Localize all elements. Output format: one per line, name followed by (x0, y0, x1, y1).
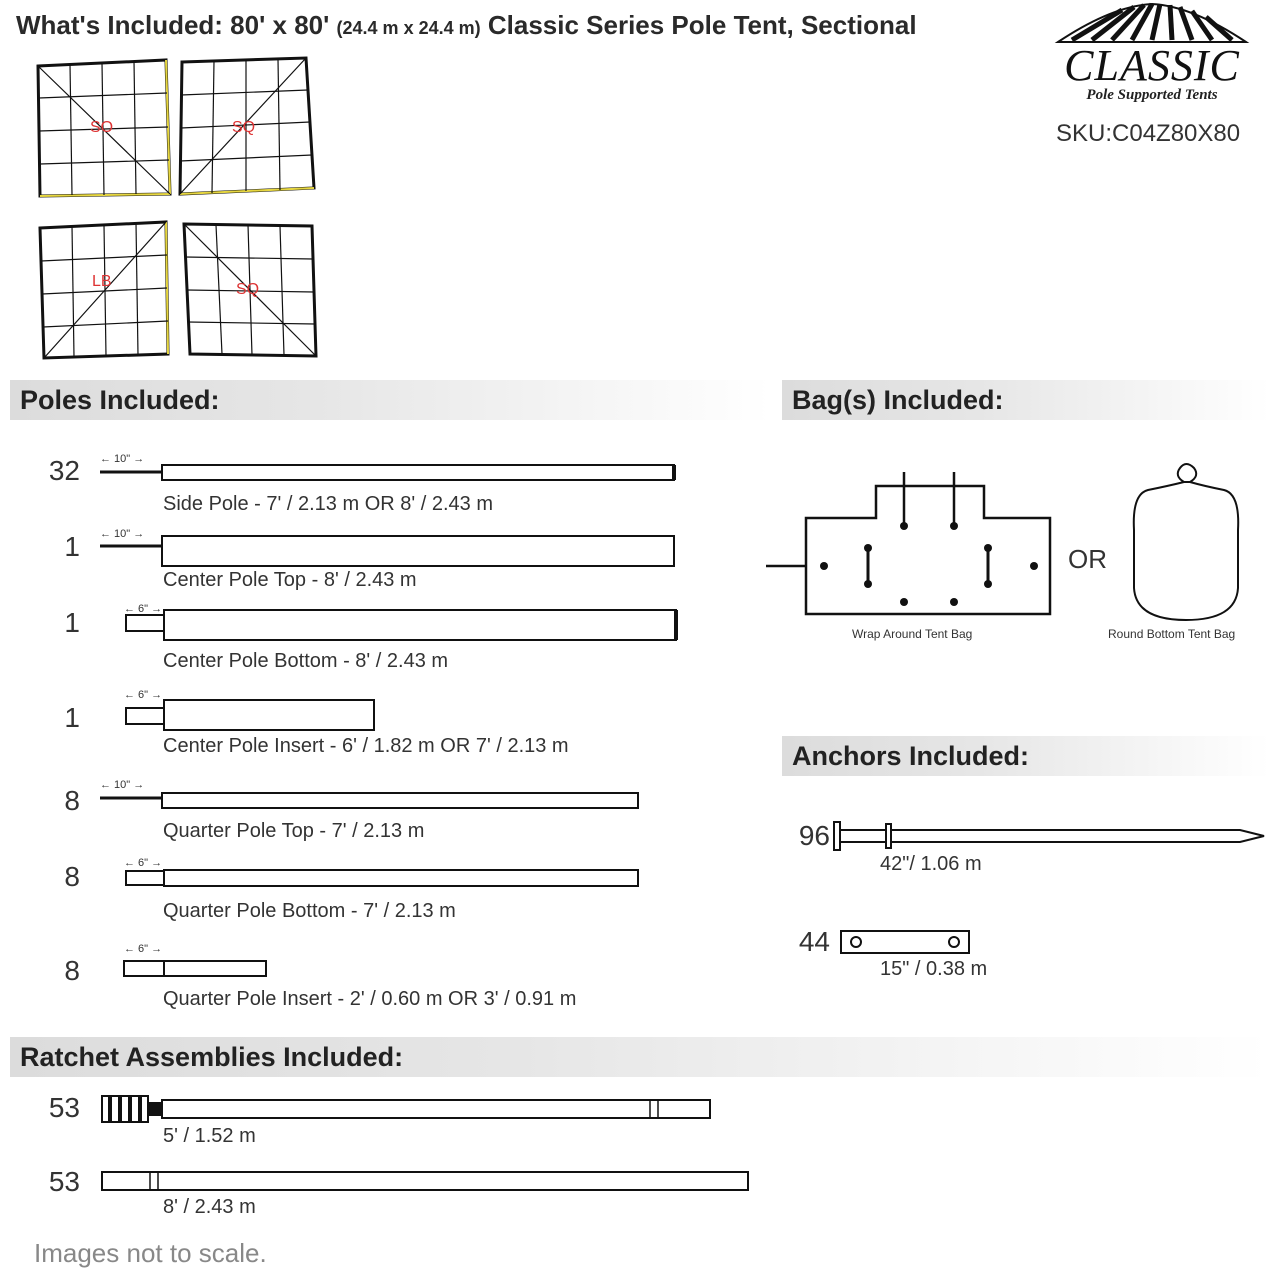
wrap-around-bag-icon (764, 466, 1064, 622)
side-pole-drawing (98, 462, 680, 484)
title-metric: (24.4 m x 24.4 m) (336, 18, 481, 38)
section-label: SO (90, 119, 114, 136)
sku-number: SKU:C04Z80X80 (1056, 120, 1241, 147)
poles-heading: Poles Included: (10, 380, 770, 420)
section-label: SQ (232, 119, 256, 136)
section-bottom-right (184, 224, 316, 356)
pole-label: Quarter Pole Top - 7' / 2.13 m (163, 820, 425, 842)
pole-qty: 1 (64, 702, 80, 733)
logo-wordmark: CLASSIC (1064, 41, 1240, 90)
ratchet-strap-icon (98, 1092, 716, 1126)
pole-label: Quarter Pole Insert - 2' / 0.60 m OR 3' / 0.91 m (163, 988, 577, 1010)
center-pole-insert-drawing (122, 698, 382, 734)
pole-tip-dimension: ← 6" → (124, 603, 163, 615)
ratchet-label: 5' / 1.52 m (163, 1125, 256, 1147)
title-main: What's Included: 80' x 80' (16, 10, 330, 40)
stake-anchor-icon (830, 818, 1270, 854)
pole-qty: 8 (64, 955, 80, 986)
quarter-pole-top-drawing (98, 790, 644, 812)
pole-qty: 1 (64, 531, 80, 562)
pole-tip-dimension: ← 10" → (100, 528, 145, 540)
ratchet-qty: 53 (48, 1166, 80, 1197)
pole-tip-dimension: ← 6" → (124, 943, 163, 955)
pole-label: Center Pole Insert - 6' / 1.82 m OR 7' / 2.13 m (163, 735, 569, 757)
pole-tip-dimension: ← 10" → (100, 453, 145, 465)
plate-anchor-icon (838, 928, 974, 958)
anchor-label: 42"/ 1.06 m (880, 853, 982, 875)
quarter-pole-insert-drawing (122, 956, 272, 982)
title-product: Classic Series Pole Tent, Sectional (487, 10, 917, 40)
pole-label: Side Pole - 7' / 2.13 m OR 8' / 2.43 m (163, 493, 494, 515)
scale-disclaimer: Images not to scale. (34, 1238, 267, 1268)
logo-tagline: Pole Supported Tents (1086, 87, 1218, 103)
section-label: SQ (236, 281, 260, 298)
center-pole-top-drawing (98, 534, 680, 568)
pole-qty: 8 (64, 861, 80, 892)
tent-sections-diagram (30, 52, 330, 364)
pole-label: Center Pole Top - 8' / 2.43 m (163, 569, 417, 591)
tent-logo-icon (1052, 2, 1252, 44)
ratchet-label: 8' / 2.43 m (163, 1196, 256, 1218)
bag-or-label: OR (1068, 544, 1107, 574)
quarter-pole-bottom-drawing (122, 866, 644, 890)
anchor-qty: 44 (798, 926, 830, 957)
anchors-heading: Anchors Included: (782, 736, 1270, 776)
wrap-bag-label: Wrap Around Tent Bag (852, 627, 973, 641)
ratchet-qty: 53 (48, 1092, 80, 1123)
pole-qty: 32 (48, 455, 80, 486)
strap-icon (98, 1168, 754, 1194)
page-title (16, 10, 917, 41)
center-pole-bottom-drawing (122, 608, 682, 644)
anchor-label: 15" / 0.38 m (880, 958, 988, 980)
section-top-left (38, 60, 170, 196)
pole-tip-dimension: ← 6" → (124, 689, 163, 701)
pole-tip-dimension: ← 10" → (100, 779, 145, 791)
pole-tip-dimension: ← 6" → (124, 857, 163, 869)
ratchets-heading: Ratchet Assemblies Included: (10, 1037, 1270, 1077)
pole-qty: 8 (64, 785, 80, 816)
pole-label: Center Pole Bottom - 8' / 2.43 m (163, 650, 449, 672)
section-label: LB (92, 273, 112, 290)
pole-qty: 1 (64, 607, 80, 638)
section-top-right (180, 58, 314, 194)
round-bag-label: Round Bottom Tent Bag (1108, 627, 1236, 641)
anchor-qty: 96 (798, 820, 830, 851)
bags-heading: Bag(s) Included: (782, 380, 1270, 420)
pole-label: Quarter Pole Bottom - 7' / 2.13 m (163, 900, 456, 922)
round-bottom-bag-icon (1128, 460, 1244, 626)
section-bottom-left (40, 222, 168, 358)
